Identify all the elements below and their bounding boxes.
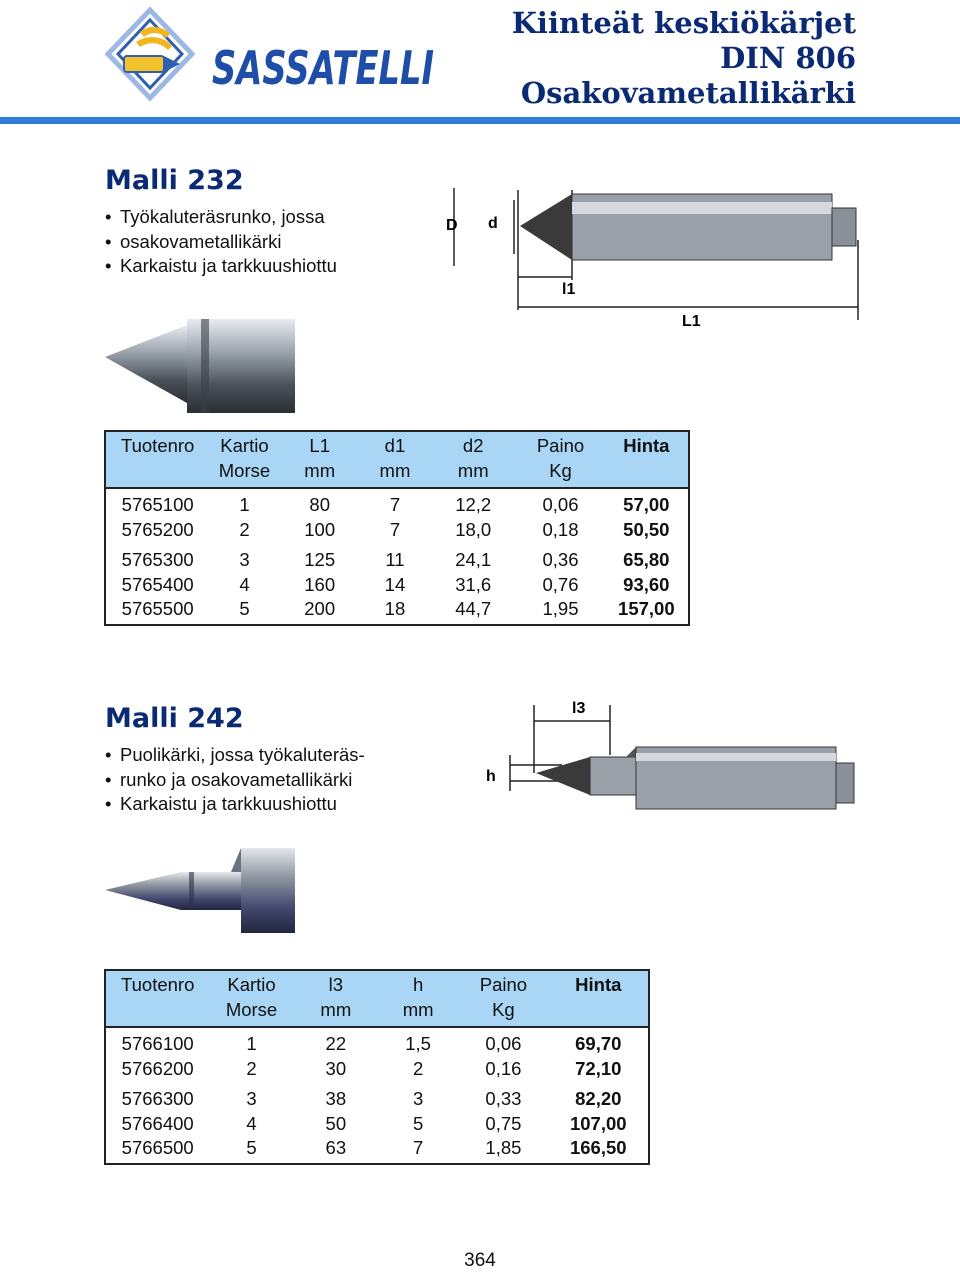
feature-item: • Karkaistu ja tarkkuushiottu xyxy=(105,254,337,279)
table-row: 5766200 2 30 2 0,16 72,10 xyxy=(121,1057,622,1079)
header-divider xyxy=(0,117,960,124)
table-row: 5765500 5 200 18 44,7 1,95 157,00 xyxy=(121,598,675,619)
sassatelli-logo xyxy=(100,4,440,114)
col-header-product-no: Tuotenro xyxy=(120,435,195,456)
table-row: 5766400 4 50 5 0,75 107,00 xyxy=(121,1112,627,1134)
feature-item: • runko ja osakovametallikärki xyxy=(105,768,365,793)
feature-item: • Puolikärki, jossa työkaluteräs- xyxy=(105,743,365,768)
table-row: 5765100 1 80 7 12,2 0,06 57,00 xyxy=(121,494,670,515)
model-242-title: Malli 242 xyxy=(105,703,244,734)
col-header-weight: Paino Kg xyxy=(536,435,585,481)
dim-label-d: d xyxy=(488,215,498,232)
model-232-title: Malli 232 xyxy=(105,165,244,196)
col-header-d2: d2 mm xyxy=(457,435,489,481)
logo-emblem xyxy=(108,10,192,98)
feature-item: • Työkaluteräsrunko, jossa xyxy=(105,205,337,230)
col-header-morse-taper: Kartio Morse xyxy=(225,974,278,1020)
col-header-d1: d1 mm xyxy=(379,435,411,481)
title-line-1: Kiinteät keskiökärjet xyxy=(511,6,856,40)
dim-label-l1: l1 xyxy=(562,281,576,298)
model-232-spec-table xyxy=(104,430,690,626)
title-line-2: DIN 806 xyxy=(720,41,856,75)
table-header-row xyxy=(105,970,649,1027)
table-row: 5765300 3 125 11 24,1 0,36 65,80 xyxy=(121,549,670,570)
table-row: 5766300 3 38 3 0,33 82,20 xyxy=(121,1088,622,1109)
logo-wordmark: SASSATELLI xyxy=(212,41,434,95)
model-232-features xyxy=(105,205,337,279)
model-232-technical-drawing xyxy=(440,180,870,330)
model-242-spec-table xyxy=(104,969,650,1165)
table-row: 5766500 5 63 7 1,85 166,50 xyxy=(121,1137,627,1158)
dim-label-l3: l3 xyxy=(572,700,586,717)
dim-label-L1: L1 xyxy=(682,313,701,330)
col-header-L1: L1 mm xyxy=(304,435,336,481)
col-header-h: h mm xyxy=(402,974,434,1020)
page-header-title xyxy=(512,6,856,111)
col-header-l3: l3 mm xyxy=(320,974,352,1020)
col-header-morse-taper: Kartio Morse xyxy=(218,435,271,481)
model-232-product-photo xyxy=(105,315,295,415)
col-header-product-no: Tuotenro xyxy=(121,974,195,995)
table-row: 5765400 4 160 14 31,6 0,76 93,60 xyxy=(121,573,670,595)
feature-item: • osakovametallikärki xyxy=(105,230,337,255)
col-header-weight: Paino Kg xyxy=(479,974,528,1020)
model-242-features xyxy=(105,743,365,817)
dim-label-D: D xyxy=(446,217,458,234)
col-header-price: Hinta xyxy=(575,974,622,995)
feature-item: • Karkaistu ja tarkkuushiottu xyxy=(105,792,365,817)
col-header-price: Hinta xyxy=(623,435,670,456)
model-242-product-photo xyxy=(105,848,295,933)
table-row: 5766100 1 22 1,5 0,06 69,70 xyxy=(121,1033,622,1054)
model-242-technical-drawing xyxy=(480,695,860,820)
table-row: 5765200 2 100 7 18,0 0,18 50,50 xyxy=(121,518,670,540)
table-header-row xyxy=(105,431,689,488)
page-number: 364 xyxy=(464,1250,496,1271)
title-line-3: Osakovametallikärki xyxy=(520,76,856,110)
dim-label-h: h xyxy=(486,768,496,785)
